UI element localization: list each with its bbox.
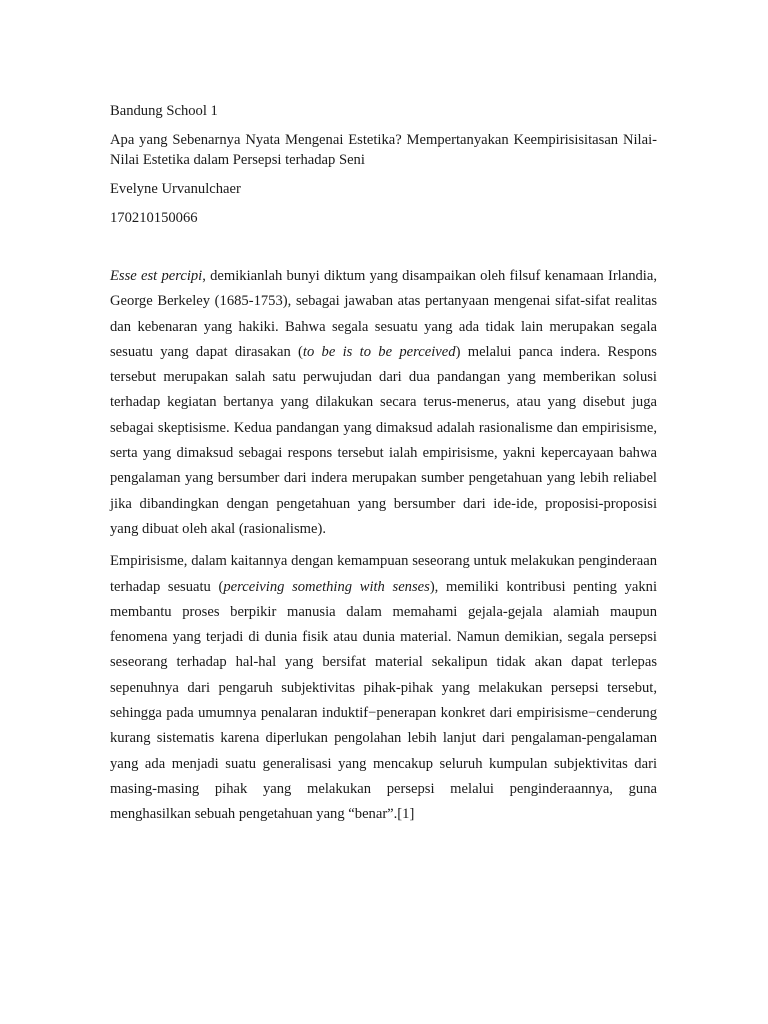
paragraph-1-text-b: ) melalui panca indera. Respons tersebut merupakan salah satu perwujudan dari dua pandangan yang memberikan solusi terhadap kegiatan bertanya yang dilakukan secara terus-menerus, atau yang disebut juga sebagai skeptisisme. Kedua pandangan yang dimaksud adalah rasionalisme dan empirisisme, serta yang dimaksud sebagai respons tersebut ialah empirisisme, yakni kepercayaan bahwa pengalaman yang bersumber dari indera merupakan sumber pengetahuan yang lebih reliabel jika dibandingkan dengan pengetahuan yang bersumber dari ide-ide, proposisi-proposisi yang dibuat oleh akal (rasionalisme). [110, 343, 657, 537]
paragraph-1-text-a: , demikianlah bunyi diktum yang disampaikan oleh filsuf kenamaan Irlandia, George Berkeley (1685-1753), sebagai jawaban atas pertanyaan mengenai sifat-sifat realitas dan kebenaran yang hakiki. Bahwa segala sesuatu yang ada tidak lain merupakan segala sesuatu yang dapat dirasakan ( [110, 268, 657, 360]
paragraph-1 [110, 264, 657, 542]
paragraph-2-text-a: Empirisisme, dalam kaitannya dengan kemampuan seseorang untuk melakukan penginderaan terhadap sesuatu ( [110, 553, 657, 595]
author-name: Evelyne Urvanulchaer [110, 181, 241, 197]
student-id: 170210150066 [110, 210, 198, 226]
latin-phrase: Esse est percipi [110, 268, 203, 284]
paragraph-2-text-b: ), memiliki kontribusi penting yakni membantu proses berpikir manusia dalam memahami gejala-gejala alamiah maupun fenomena yang terjadi di dunia fisik atau dunia material. Namun demikian, segala persepsi seseorang terhadap hal-hal yang bersifat material sekalipun tidak akan dapat terlepas sepenuhnya dari pengaruh subjektivitas pihak-pihak yang melakukan persepsi tersebut, sehingga pada umumnya penalaran induktif−penerapan konkret dari empirisisme−cenderung kurang sistematis karena diperlukan pengolahan lebih lanjut dari pengalaman-pengalaman yang ada menjadi suatu generalisasi yang mencakup seluruh kumpulan subjektivitas dari masing-masing pihak yang melakukan persepsi melalui penginderaannya, guna menghasilkan sebuah pengetahuan yang “benar”.[1] [110, 578, 658, 823]
paragraph-2 [110, 549, 657, 827]
essay-title: Apa yang Sebenarnya Nyata Mengenai Estetika? Mempertanyakan Keempirisisitasan Nilai-Nilai Estetika dalam Persepsi terhadap Seni [110, 132, 657, 168]
school-name: Bandung School 1 [110, 103, 218, 119]
essay-body [110, 264, 657, 828]
document-page [110, 101, 657, 835]
english-phrase-2: perceiving something with senses [223, 578, 430, 595]
english-phrase: to be is to be perceived [302, 343, 456, 360]
